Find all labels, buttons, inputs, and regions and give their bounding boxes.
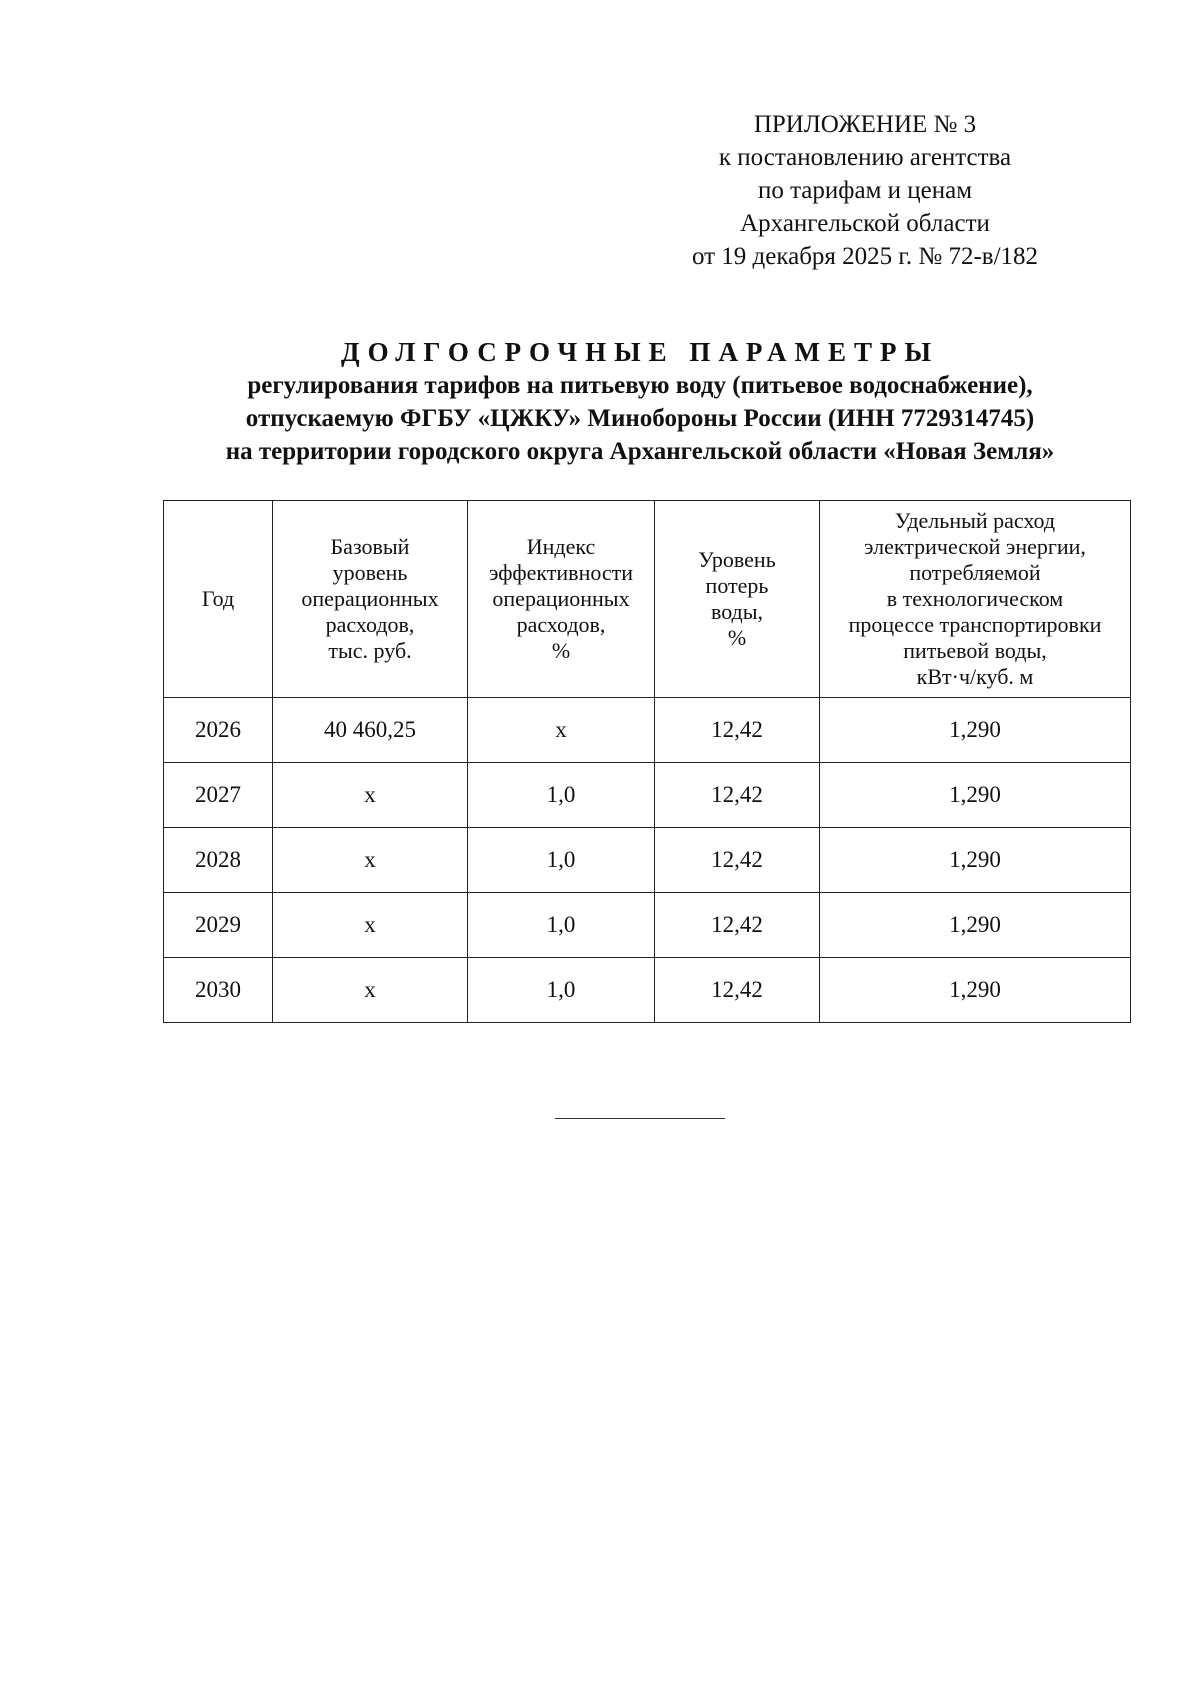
cell-energy-consumption: 1,290 [820,958,1131,1023]
cell-year: 2027 [164,763,273,828]
cell-efficiency-index: 1,0 [468,893,655,958]
title-line-2: отпускаемую ФГБУ «ЦЖКУ» Минобороны России (ИНН 7729314745) [245,405,1035,432]
cell-efficiency-index: 1,0 [468,958,655,1023]
header-efficiency-index-label: Индекс эффективности операционных расходов, % [488,534,634,663]
appendix-agency: по тарифам и ценам [757,177,973,204]
header-base-opex [273,501,468,698]
header-energy-consumption [820,501,1131,698]
header-energy-consumption-label: Удельный расход электрической энергии, потребляемой в технологическом процессе транспортировки питьевой воды, кВт·ч/куб. м [848,508,1102,689]
cell-base-opex: 40 460,25 [273,698,468,763]
appendix-number: ПРИЛОЖЕНИЕ № 3 [753,111,977,138]
cell-energy-consumption: 1,290 [820,893,1131,958]
cell-base-opex: х [273,828,468,893]
cell-energy-consumption: 1,290 [820,698,1131,763]
cell-base-opex: х [273,893,468,958]
cell-year: 2030 [164,958,273,1023]
appendix-date-number: от 19 декабря 2025 г. № 72-в/182 [691,243,1039,270]
table-row [164,763,1131,828]
parameters-table [163,500,1131,1023]
appendix-header [655,108,1075,273]
table-row [164,893,1131,958]
appendix-reference: к постановлению агентства [718,144,1012,171]
header-efficiency-index [468,501,655,698]
appendix-region: Архангельской области [740,210,990,237]
header-year [164,501,273,698]
cell-water-loss: 12,42 [655,698,820,763]
title-main: ДОЛГОСРОЧНЫЕ ПАРАМЕТРЫ [341,337,939,367]
cell-year: 2029 [164,893,273,958]
table-row [164,698,1131,763]
end-divider [555,1118,725,1119]
cell-efficiency-index: 1,0 [468,828,655,893]
cell-water-loss: 12,42 [655,893,820,958]
header-water-loss-label: Уровень потерь воды, % [698,547,776,650]
cell-efficiency-index: х [468,698,655,763]
cell-energy-consumption: 1,290 [820,828,1131,893]
table-row [164,828,1131,893]
cell-base-opex: х [273,763,468,828]
header-year-label: Год [201,586,235,611]
document-title [120,335,1160,468]
cell-base-opex: х [273,958,468,1023]
table-row [164,958,1131,1023]
table-header-row [164,501,1131,698]
title-line-1: регулирования тарифов на питьевую воду (питьевое водоснабжение), [247,372,1033,399]
header-base-opex-label: Базовый уровень операционных расходов, тыс. руб. [301,534,439,663]
cell-year: 2028 [164,828,273,893]
cell-water-loss: 12,42 [655,763,820,828]
cell-energy-consumption: 1,290 [820,763,1131,828]
cell-water-loss: 12,42 [655,958,820,1023]
header-water-loss [655,501,820,698]
cell-efficiency-index: 1,0 [468,763,655,828]
cell-year: 2026 [164,698,273,763]
title-line-3: на территории городского округа Архангельской области «Новая Земля» [225,438,1055,465]
cell-water-loss: 12,42 [655,828,820,893]
